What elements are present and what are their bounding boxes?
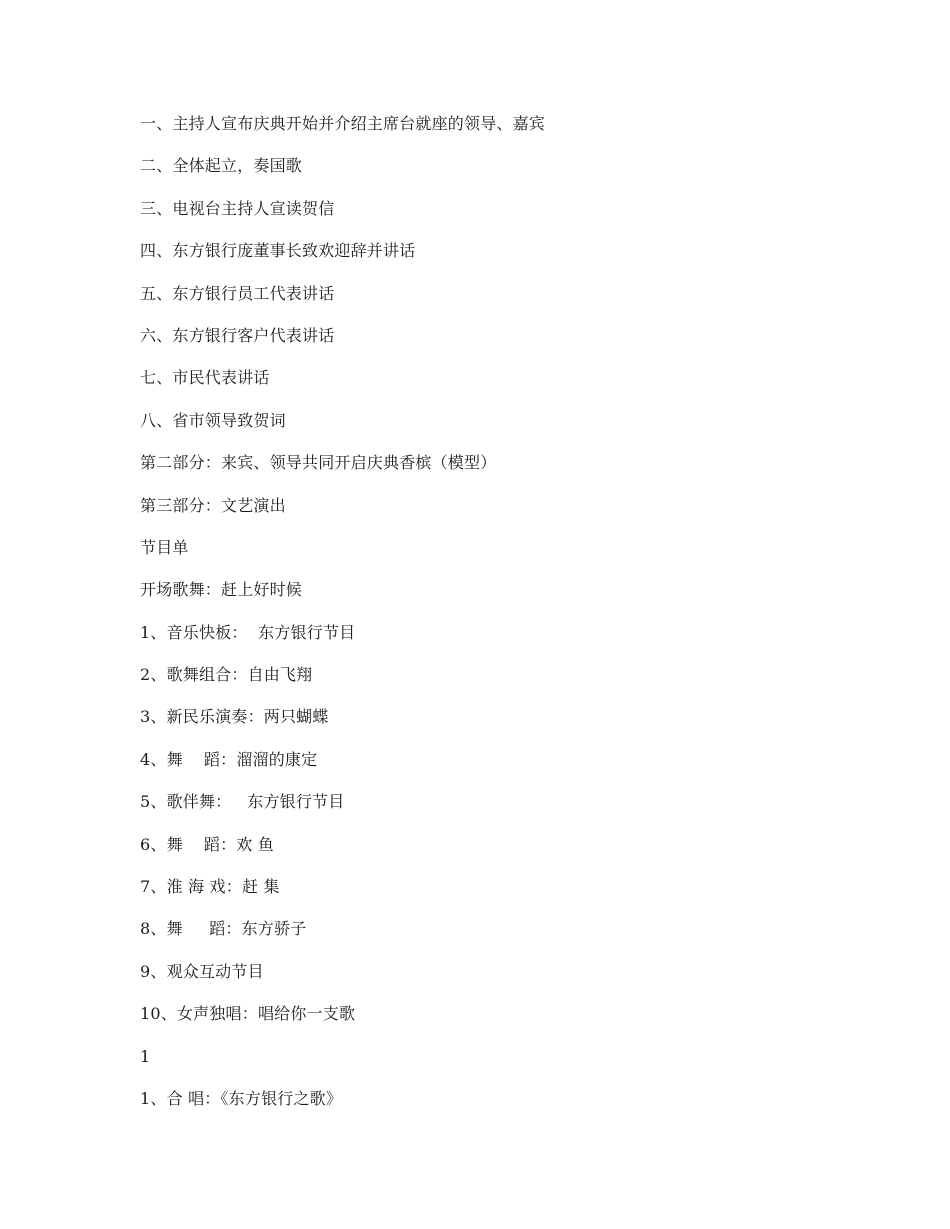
agenda-item-5: 五、东方银行员工代表讲话: [140, 283, 335, 303]
program-item-9: 9、观众互动节目: [140, 961, 264, 981]
program-item-1: 1、音乐快板： 东方银行节目: [140, 622, 356, 642]
document-body: [140, 110, 840, 1127]
section-heading-part-three: 第三部分：文艺演出: [140, 495, 286, 515]
program-item-7: 7、淮 海 戏：赶 集: [140, 877, 280, 897]
agenda-item-1: 一、主持人宣布庆典开始并介绍主席台就座的领导、嘉宾: [140, 114, 546, 133]
program-item-6: 6、舞 蹈：欢 鱼: [140, 834, 275, 854]
agenda-item-4: 四、东方银行庞董事长致欢迎辞并讲话: [140, 241, 416, 261]
agenda-item-7: 七、市民代表讲话: [140, 368, 270, 388]
program-item-2: 2、歌舞组合：自由飞翔: [140, 665, 313, 685]
agenda-item-3: 三、电视台主持人宣读贺信: [140, 198, 335, 218]
program-opening: 开场歌舞：赶上好时候: [140, 580, 303, 600]
section-heading-part-two: 第二部分：来宾、领导共同开启庆典香槟（模型）: [140, 453, 497, 473]
agenda-item-8: 八、省市领导致贺词: [140, 410, 286, 430]
program-item-5: 5、歌伴舞： 东方银行节目: [140, 792, 345, 812]
program-item-chorus: 1、合 唱：《东方银行之歌》: [140, 1088, 343, 1108]
page-number: 1: [140, 1046, 151, 1066]
agenda-item-2: 二、全体起立，奏国歌: [140, 156, 303, 176]
program-list-title: 节目单: [140, 537, 189, 557]
program-item-8: 8、舞 蹈：东方骄子: [140, 919, 307, 939]
program-item-4: 4、舞 蹈：溜溜的康定: [140, 749, 318, 769]
program-item-10: 10、女声独唱：唱给你一支歌: [140, 1004, 356, 1024]
program-item-3: 3、新民乐演奏：两只蝴蝶: [140, 707, 329, 727]
agenda-item-6: 六、东方银行客户代表讲话: [140, 325, 335, 345]
